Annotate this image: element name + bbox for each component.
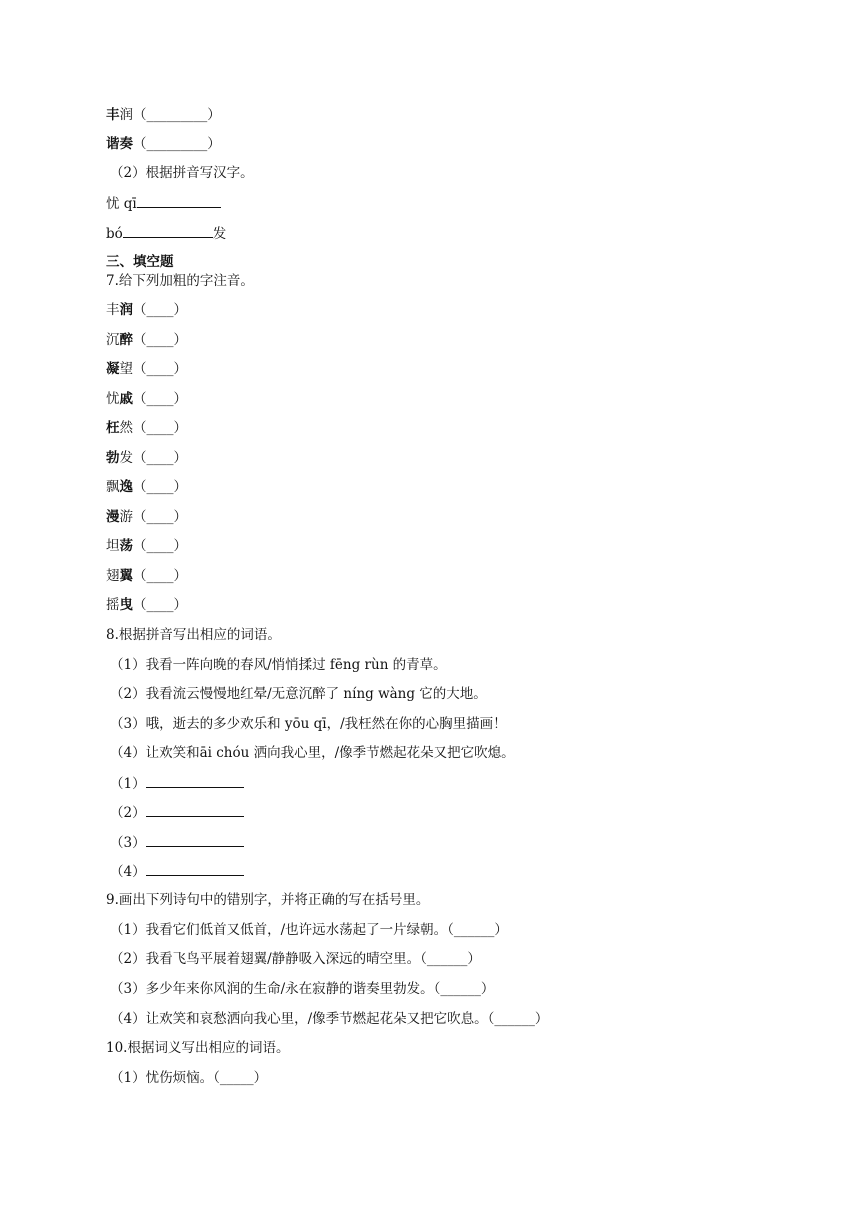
q7-item <box>106 390 187 408</box>
q7-item <box>106 301 187 319</box>
q8-sentence: （1）我看一阵向晚的春风/悄悄揉过 fēng rùn 的青草。 <box>110 657 447 673</box>
answer-blank[interactable] <box>123 224 213 238</box>
item-text: 忧 <box>106 390 120 407</box>
item-text: 游 <box>119 508 133 525</box>
q8-sentence: （3）哦，逝去的多少欢乐和 yōu qī，/我枉然在你的心胸里描画！ <box>110 716 507 732</box>
q10-title: 10.根据词义写出相应的词语。 <box>106 1040 290 1056</box>
answer-label: （2） <box>110 805 146 821</box>
q9-sentence: （2）我看飞鸟平展着翅翼/静静吸入深远的晴空里。（______） <box>110 951 481 967</box>
answer-blank[interactable] <box>146 774 244 788</box>
q7-item <box>106 478 187 496</box>
item-text: 坦 <box>106 538 120 554</box>
bold-char: 戚 <box>119 390 133 407</box>
item-text: 丰 <box>106 302 120 318</box>
item-text: 发 <box>212 226 227 242</box>
bold-char: 凝 <box>106 361 120 377</box>
bold-char: 荡 <box>119 538 133 554</box>
bold-char: 曳 <box>119 597 133 613</box>
q6-item-bofa <box>106 224 226 243</box>
answer-label: （1） <box>110 776 146 792</box>
q7-item <box>106 449 187 467</box>
answer-paren[interactable]: （_________） <box>133 136 221 152</box>
q8-title: 8.根据拼音写出相应的词语。 <box>106 627 281 643</box>
item-text: 摇 <box>106 597 120 613</box>
bold-char: 丰 <box>106 107 120 123</box>
answer-paren[interactable]: （____） <box>133 302 187 318</box>
q7-title: 7.给下列加粗的字注音。 <box>106 273 254 289</box>
bold-char: 枉 <box>106 420 120 436</box>
q6-sub2-instruction: （2）根据拼音写汉字。 <box>110 165 254 181</box>
item-text: 忧 qī <box>106 196 137 212</box>
answer-paren[interactable]: （____） <box>133 567 187 584</box>
answer-paren[interactable]: （____） <box>133 420 187 436</box>
bold-char: 翼 <box>119 567 133 584</box>
answer-blank[interactable] <box>146 803 244 817</box>
q9-sentence: （4）让欢笑和哀愁洒向我心里，/像季节燃起花朵又把它吹息。（______） <box>110 1011 549 1027</box>
q9-sentence: （1）我看它们低首又低首，/也许远水荡起了一片绿朝。（______） <box>110 922 508 938</box>
q7-item <box>106 419 187 437</box>
item-text: 翅 <box>106 567 120 584</box>
q8-sentence: （2）我看流云慢慢地红晕/无意沉醉了 níng wàng 它的大地。 <box>110 686 487 702</box>
q9-title: 9.画出下列诗句中的错别字，并将正确的写在括号里。 <box>106 892 430 908</box>
item-text: 飘 <box>106 479 120 495</box>
q8-sentence: （4）让欢笑和āi chóu 洒向我心里，/像季节燃起花朵又把它吹熄。 <box>110 745 515 761</box>
q7-item <box>106 360 187 378</box>
answer-blank[interactable] <box>146 862 244 876</box>
item-text: 沉 <box>106 331 120 348</box>
answer-blank[interactable] <box>146 833 244 847</box>
answer-paren[interactable]: （____） <box>133 538 187 554</box>
bold-char: 勃 <box>106 449 120 466</box>
answer-paren[interactable]: （_________） <box>133 107 221 123</box>
bold-char: 谐奏 <box>106 136 133 152</box>
bold-char: 润 <box>119 302 133 318</box>
q8-answer-line <box>110 862 244 881</box>
q7-item <box>106 537 187 555</box>
item-text: 然 <box>119 420 133 436</box>
q8-answer-line <box>110 833 244 852</box>
section-heading: 三、填空题 <box>106 254 174 270</box>
q8-answer-line <box>110 803 244 822</box>
answer-label: （3） <box>110 835 146 851</box>
q6-item-youqi <box>106 194 221 213</box>
q7-item <box>106 331 187 349</box>
bold-char: 醉 <box>119 331 133 348</box>
answer-label: （4） <box>110 864 146 880</box>
answer-paren[interactable]: （____） <box>133 597 187 613</box>
item-text: 望 <box>119 361 133 377</box>
answer-blank[interactable] <box>137 194 221 208</box>
q9-sentence: （3）多少年来你风润的生命/永在寂静的谐奏里勃发。（______） <box>110 981 495 997</box>
answer-paren[interactable]: （____） <box>133 508 187 525</box>
q6-item-fengrun <box>106 106 221 124</box>
item-text: 发 <box>119 449 133 466</box>
answer-paren[interactable]: （____） <box>133 479 187 495</box>
answer-paren[interactable]: （____） <box>133 390 187 407</box>
answer-paren[interactable]: （____） <box>133 331 187 348</box>
q7-item <box>106 508 187 526</box>
q10-sentence: （1）忧伤烦恼。（_____） <box>110 1070 268 1086</box>
bold-char: 逸 <box>119 479 133 495</box>
q7-item <box>106 596 187 614</box>
item-text: 润 <box>119 107 133 123</box>
q8-answer-line <box>110 774 244 793</box>
answer-paren[interactable]: （____） <box>133 449 187 466</box>
bold-char: 漫 <box>106 508 120 525</box>
answer-paren[interactable]: （____） <box>133 361 187 377</box>
item-text: bó <box>106 226 123 242</box>
q7-item <box>106 567 187 585</box>
q6-item-xiezou <box>106 135 221 153</box>
